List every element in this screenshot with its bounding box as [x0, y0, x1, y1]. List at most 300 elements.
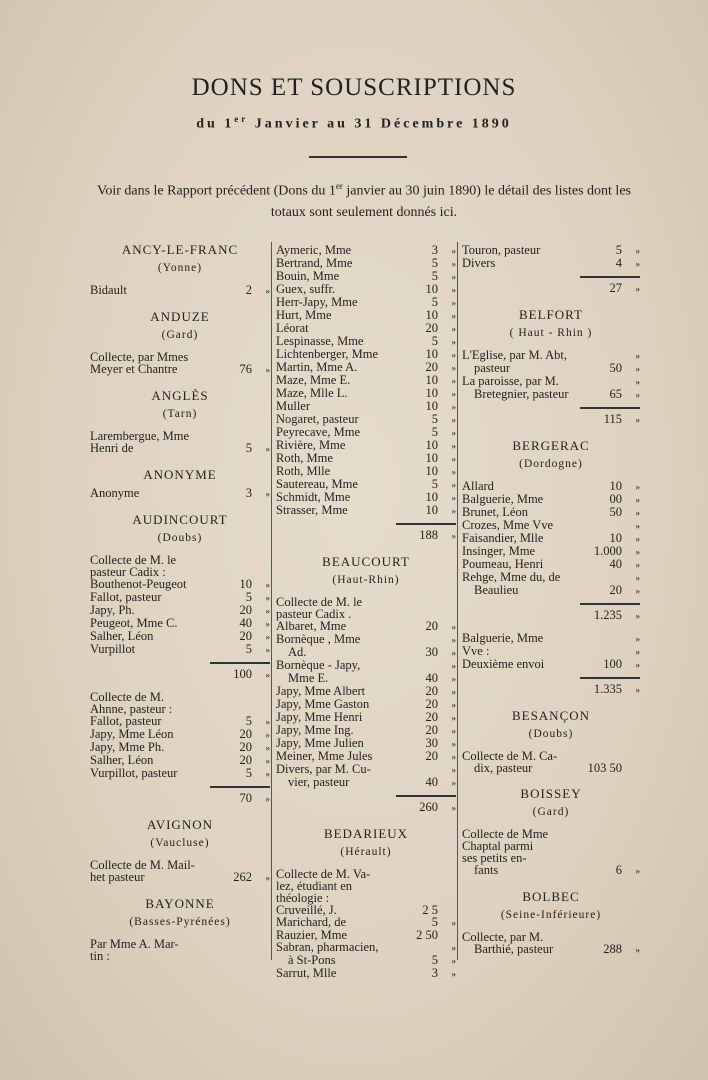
donation-amount: 10	[425, 386, 438, 400]
ditto-mark: »	[265, 873, 270, 883]
donor-name: vier, pasteur	[288, 775, 350, 789]
ditto-mark: »	[635, 364, 640, 374]
donation-amount: 6	[615, 863, 622, 877]
department-label: (Haut-Rhin)	[332, 574, 400, 586]
donation-amount: 20	[609, 583, 622, 597]
intro-text-b: janvier au 30 juin 1890) le détail des listes dont les totaux sont seulement donnés ici.	[270, 183, 631, 220]
ditto-mark: »	[451, 506, 456, 516]
donation-amount: 5	[431, 425, 438, 439]
donor-name: Fallot, pasteur	[90, 590, 162, 604]
ditto-mark: »	[635, 866, 640, 876]
page-subtitle	[0, 114, 708, 133]
donor-name: Poumeau, Henri	[462, 557, 544, 571]
donor-name: Allard	[462, 479, 494, 493]
ditto-mark: »	[635, 573, 640, 583]
ditto-mark: »	[451, 713, 456, 723]
donor-name: Vurpillot	[90, 642, 136, 656]
donor-name: Bertrand, Mme	[276, 256, 353, 270]
donation-amount: 30	[425, 645, 438, 659]
donation-amount: 10	[425, 438, 438, 452]
donation-amount: 3	[245, 486, 252, 500]
department-label: (Seine-Inférieure)	[500, 909, 602, 921]
donation-amount: 10	[425, 399, 438, 413]
total-rule	[210, 786, 270, 788]
list-item	[90, 442, 270, 455]
entry-line: tin :	[90, 949, 110, 963]
ditto-mark: »	[635, 495, 640, 505]
donation-amount: 288	[603, 942, 622, 956]
donation-amount: 20	[425, 723, 438, 737]
total-amount: 1.335	[593, 682, 622, 696]
donor-name: Roth, Mme	[276, 451, 333, 465]
donor-name: Japy, Mme Ing.	[276, 723, 354, 737]
town-heading: BERGERAC	[512, 438, 590, 453]
donation-amount: 20	[425, 697, 438, 711]
ditto-mark: »	[451, 752, 456, 762]
ditto-mark: »	[635, 634, 640, 644]
list-item	[462, 658, 640, 671]
donation-amount: 2 50	[416, 928, 438, 942]
intro-text-a: Voir dans le Rapport précédent (Dons du 1	[97, 183, 336, 199]
donor-name: Aymeric, Mme	[276, 243, 352, 257]
entry-line: Collecte de M. Mail-	[90, 858, 195, 872]
donor-name: Marichard, de	[276, 915, 347, 929]
total-row	[276, 801, 456, 814]
entry-line: théologie :	[276, 891, 330, 905]
ditto-mark: »	[451, 402, 456, 412]
donor-name: Anonyme	[90, 486, 140, 500]
donation-amount: 20	[425, 710, 438, 724]
ditto-mark: »	[265, 730, 270, 740]
entry-line: Collecte de M. Va-	[276, 867, 371, 881]
town-heading: AUDINCOURT	[132, 512, 228, 527]
donation-amount: 30	[425, 736, 438, 750]
donation-amount: 10	[425, 347, 438, 361]
town-heading: ANDUZE	[150, 309, 210, 324]
ditto-mark: »	[451, 956, 456, 966]
list-item	[462, 864, 640, 877]
list-item	[90, 487, 270, 500]
list-item	[462, 943, 640, 956]
donor-name: Muller	[276, 399, 311, 413]
donor-name: Japy, Mme Albert	[276, 684, 366, 698]
ditto-mark: »	[451, 389, 456, 399]
donation-amount: 10	[239, 577, 252, 591]
donor-name: Bretegnier, pasteur	[474, 387, 569, 401]
entry-line: Ahnne, pasteur :	[90, 702, 173, 716]
donation-amount: 00	[609, 492, 622, 506]
total-row	[90, 792, 270, 805]
donation-amount: 20	[239, 727, 252, 741]
ditto-mark: »	[635, 521, 640, 531]
ditto-mark: »	[451, 324, 456, 334]
entry-line: Collecte de Mme	[462, 827, 549, 841]
ditto-mark: »	[451, 674, 456, 684]
page-title: DONS ET SOUSCRIPTIONS	[191, 74, 517, 101]
department-label: (Doubs)	[528, 728, 574, 740]
donation-amount: 5	[245, 766, 252, 780]
ditto-mark: »	[265, 619, 270, 629]
donation-amount: 65	[609, 387, 622, 401]
ditto-mark: »	[451, 622, 456, 632]
ditto-mark: »	[635, 685, 640, 695]
total-amount: 188	[419, 528, 438, 542]
list-item	[276, 967, 456, 980]
donation-amount: 76	[239, 362, 252, 376]
donor-name: Guex, suffr.	[276, 282, 336, 296]
ditto-mark: »	[451, 428, 456, 438]
donation-amount: 103 50	[587, 761, 622, 775]
column-divider	[271, 242, 272, 960]
total-row	[90, 668, 270, 681]
donor-name: Bouthenot-Peugeot	[90, 577, 187, 591]
ditto-mark: »	[265, 286, 270, 296]
donation-amount: 10	[425, 373, 438, 387]
intro-sup: er	[335, 181, 343, 191]
entry-line: Collecte de M. le	[90, 553, 177, 567]
donation-amount: 40	[425, 671, 438, 685]
donor-name: La paroisse, par M.	[462, 374, 559, 388]
donation-amount: 20	[425, 684, 438, 698]
ditto-mark: »	[635, 611, 640, 621]
donor-name: Balguerie, Mme	[462, 492, 544, 506]
donor-name: Léorat	[276, 321, 309, 335]
donor-name: Rauzier, Mme	[276, 928, 348, 942]
donor-name: Japy, Mme Gaston	[276, 697, 370, 711]
town-heading: ANONYME	[143, 467, 217, 482]
donation-amount: 3	[431, 243, 438, 257]
town-heading: BAYONNE	[145, 896, 215, 911]
donor-name: Japy, Ph.	[90, 603, 135, 617]
list-item	[90, 767, 270, 780]
donor-name: Vurpillot, pasteur	[90, 766, 178, 780]
column-1	[90, 244, 270, 962]
town-heading: ANCY-LE-FRANC	[121, 242, 239, 257]
donor-name: Japy, Mme Henri	[276, 710, 363, 724]
department-label: (Tarn)	[162, 408, 198, 420]
donor-name: Salher, Léon	[90, 753, 154, 767]
donor-name: à St-Pons	[288, 953, 336, 967]
list-item	[462, 584, 640, 597]
donation-amount: 4	[615, 256, 622, 270]
total-rule	[396, 795, 456, 797]
donation-amount: 50	[609, 505, 622, 519]
ditto-mark: »	[265, 632, 270, 642]
donor-name: Martin, Mme A.	[276, 360, 358, 374]
donation-amount: 5	[431, 256, 438, 270]
donation-amount: 2	[245, 283, 252, 297]
department-label: (Vaucluse)	[150, 837, 210, 849]
donor-name: Meiner, Mme Jules	[276, 749, 373, 763]
list-item	[90, 284, 270, 297]
total-amount: 115	[603, 412, 622, 426]
donation-amount: 5	[431, 334, 438, 348]
ditto-mark: »	[265, 670, 270, 680]
donor-name: Bornèque , Mme	[276, 632, 361, 646]
entry-line: lez, étudiant en	[276, 879, 353, 893]
ditto-mark: »	[635, 415, 640, 425]
total-rule	[580, 603, 640, 605]
donor-name: Maze, Mlle L.	[276, 386, 348, 400]
ditto-mark: »	[265, 743, 270, 753]
donation-amount: 10	[425, 490, 438, 504]
ditto-mark: »	[635, 482, 640, 492]
ditto-mark: »	[635, 508, 640, 518]
entry-line: Chaptal parmi	[462, 839, 534, 853]
ditto-mark: »	[451, 726, 456, 736]
entry-line: pasteur Cadix .	[276, 607, 352, 621]
ditto-mark: »	[451, 765, 456, 775]
ditto-mark: »	[451, 661, 456, 671]
donor-name: Nogaret, pasteur	[276, 412, 359, 426]
ditto-mark: »	[451, 441, 456, 451]
title-rule	[309, 156, 407, 158]
ditto-mark: »	[635, 351, 640, 361]
ditto-mark: »	[265, 606, 270, 616]
donation-amount: 10	[425, 503, 438, 517]
donor-name: Roth, Mlle	[276, 464, 331, 478]
donation-amount: 262	[233, 870, 252, 884]
ditto-mark: »	[265, 717, 270, 727]
department-label: (Gard)	[532, 806, 570, 818]
ditto-mark: »	[635, 547, 640, 557]
ditto-mark: »	[451, 918, 456, 928]
donor-name: Lichtenberger, Mme	[276, 347, 379, 361]
ditto-mark: »	[451, 700, 456, 710]
entry-line: ses petits en-	[462, 851, 527, 865]
list-item	[276, 776, 456, 789]
donor-name: Divers	[462, 256, 496, 270]
donation-amount: 3	[431, 966, 438, 980]
entry-line: Larembergue, Mme	[90, 429, 190, 443]
list-item	[462, 257, 640, 270]
donation-amount: 20	[239, 740, 252, 754]
department-label: ( Haut - Rhin )	[509, 327, 593, 339]
donation-amount: 10	[609, 479, 622, 493]
town-heading: BEDARIEUX	[323, 826, 409, 841]
ditto-mark: »	[635, 284, 640, 294]
ditto-mark: »	[451, 246, 456, 256]
department-label: (Hérault)	[340, 846, 392, 858]
donor-name: Salher, Léon	[90, 629, 154, 643]
donor-name: het pasteur	[90, 870, 145, 884]
column-3	[462, 244, 640, 956]
donation-amount: 40	[609, 557, 622, 571]
donation-amount: 10	[425, 451, 438, 465]
donor-name: Maze, Mme E.	[276, 373, 351, 387]
donor-name: Deuxième envoi	[462, 657, 545, 671]
total-row	[462, 609, 640, 622]
donor-name: Sabran, pharmacien,	[276, 940, 379, 954]
donor-name: Ad.	[288, 645, 307, 659]
donor-name: Faisandier, Mlle	[462, 531, 544, 545]
donation-amount: 100	[603, 657, 622, 671]
total-row	[276, 529, 456, 542]
donor-name: Albaret, Mme	[276, 619, 347, 633]
donation-amount: 5	[615, 243, 622, 257]
town-heading: AVIGNON	[147, 817, 213, 832]
ditto-mark: »	[451, 739, 456, 749]
list-item	[90, 643, 270, 656]
column-2	[276, 244, 456, 980]
donor-name: Cruveillé, J.	[276, 903, 337, 917]
ditto-mark: »	[451, 635, 456, 645]
donation-amount: 5	[431, 412, 438, 426]
entry-line: Collecte, par Mmes	[90, 350, 189, 364]
ditto-mark: »	[451, 480, 456, 490]
total-amount: 100	[233, 667, 252, 681]
donation-amount: 20	[425, 619, 438, 633]
total-row	[462, 683, 640, 696]
ditto-mark: »	[451, 467, 456, 477]
ditto-mark: »	[635, 246, 640, 256]
total-rule	[580, 407, 640, 409]
donor-name: Rehge, Mme du, de	[462, 570, 561, 584]
donor-name: L'Eglise, par M. Abt,	[462, 348, 568, 362]
donation-amount: 20	[239, 753, 252, 767]
donor-name: Meyer et Chantre	[90, 362, 178, 376]
donor-name: Barthié, pasteur	[474, 942, 554, 956]
ditto-mark: »	[451, 259, 456, 269]
ditto-mark: »	[635, 259, 640, 269]
donor-name: Balguerie, Mme	[462, 631, 544, 645]
subtitle-text-a: du 1	[196, 116, 235, 132]
subtitle-sup: er	[234, 114, 249, 124]
ditto-mark: »	[451, 969, 456, 979]
ditto-mark: »	[265, 580, 270, 590]
ditto-mark: »	[635, 945, 640, 955]
ditto-mark: »	[451, 648, 456, 658]
donation-amount: 5	[245, 642, 252, 656]
ditto-mark: »	[265, 593, 270, 603]
department-label: (Yonne)	[157, 262, 203, 274]
ditto-mark: »	[265, 794, 270, 804]
donor-name: Japy, Mme Julien	[276, 736, 364, 750]
donor-name: Fallot, pasteur	[90, 714, 162, 728]
donor-name: Henri de	[90, 441, 134, 455]
ditto-mark: »	[451, 298, 456, 308]
town-heading: BOLBEC	[522, 889, 580, 904]
donor-name: Touron, pasteur	[462, 243, 541, 257]
donation-amount: 2 5	[422, 903, 438, 917]
donation-amount: 5	[431, 295, 438, 309]
ditto-mark: »	[451, 454, 456, 464]
entry-line: Collecte de M.	[90, 690, 164, 704]
donation-amount: 5	[431, 953, 438, 967]
list-item	[90, 871, 270, 884]
total-rule	[210, 662, 270, 664]
donation-amount: 5	[431, 269, 438, 283]
ditto-mark: »	[635, 534, 640, 544]
ditto-mark: »	[635, 560, 640, 570]
ditto-mark: »	[451, 350, 456, 360]
donation-amount: 20	[425, 321, 438, 335]
donation-amount: 40	[239, 616, 252, 630]
total-amount: 1.235	[593, 608, 622, 622]
donation-amount: 10	[425, 308, 438, 322]
donation-amount: 40	[425, 775, 438, 789]
town-heading: BOISSEY	[520, 786, 582, 801]
donor-name: Sarrut, Mlle	[276, 966, 337, 980]
entry-line: Collecte de M. le	[276, 595, 363, 609]
donor-name: pasteur	[474, 361, 511, 375]
donor-name: Beaulieu	[474, 583, 519, 597]
donation-amount: 5	[431, 477, 438, 491]
ditto-mark: »	[635, 377, 640, 387]
donor-name: Divers, par M. Cu-	[276, 762, 371, 776]
column-divider	[457, 242, 458, 960]
donor-name: Peugeot, Mme C.	[90, 616, 178, 630]
ditto-mark: »	[635, 647, 640, 657]
donor-name: fants	[474, 863, 499, 877]
donor-name: Brunet, Léon	[462, 505, 528, 519]
donation-amount: 50	[609, 361, 622, 375]
ditto-mark: »	[451, 376, 456, 386]
donation-amount: 5	[245, 714, 252, 728]
department-label: (Doubs)	[157, 532, 203, 544]
total-rule	[580, 276, 640, 278]
list-item	[276, 504, 456, 517]
donation-amount: 10	[425, 464, 438, 478]
donor-name: Strasser, Mme	[276, 503, 348, 517]
donor-name: Rivière, Mme	[276, 438, 346, 452]
entry-line: Collecte, par M.	[462, 930, 544, 944]
town-heading: BELFORT	[518, 307, 583, 322]
ditto-mark: »	[265, 489, 270, 499]
donation-amount: 5	[245, 441, 252, 455]
donation-amount: 5	[431, 915, 438, 929]
donor-name: Peyrecave, Mme	[276, 425, 360, 439]
donor-name: Bornèque - Japy,	[276, 658, 361, 672]
entry-line: pasteur Cadix :	[90, 565, 166, 579]
department-label: (Dordogne)	[519, 458, 583, 470]
total-amount: 70	[239, 791, 252, 805]
ditto-mark: »	[451, 531, 456, 541]
ditto-mark: »	[265, 756, 270, 766]
total-rule	[396, 523, 456, 525]
ditto-mark: »	[451, 285, 456, 295]
donor-name: Schmidt, Mme	[276, 490, 351, 504]
donor-name: Sautereau, Mme	[276, 477, 358, 491]
ditto-mark: »	[265, 365, 270, 375]
donation-amount: 10	[609, 531, 622, 545]
town-heading: BESANÇON	[511, 708, 591, 723]
ditto-mark: »	[451, 803, 456, 813]
entry-line: Collecte de M. Ca-	[462, 749, 558, 763]
donation-amount: 10	[425, 282, 438, 296]
donation-amount: 20	[425, 360, 438, 374]
total-amount: 260	[419, 800, 438, 814]
list-item	[462, 762, 640, 774]
ditto-mark: »	[451, 493, 456, 503]
donor-name: dix, pasteur	[474, 761, 533, 775]
donation-amount: 20	[239, 603, 252, 617]
ditto-mark: »	[451, 337, 456, 347]
ditto-mark: »	[265, 645, 270, 655]
donor-name: Lespinasse, Mme	[276, 334, 364, 348]
list-item	[90, 363, 270, 376]
donor-name: Hurt, Mme	[276, 308, 332, 322]
subtitle-text-b: Janvier au 31 Décembre 1890	[248, 116, 512, 132]
entry-line: Par Mme A. Mar-	[90, 937, 179, 951]
donor-name: Mme E.	[288, 671, 329, 685]
donation-amount: 20	[239, 629, 252, 643]
ditto-mark: »	[451, 778, 456, 788]
donation-amount: 20	[425, 749, 438, 763]
ditto-mark: »	[265, 444, 270, 454]
ditto-mark: »	[451, 687, 456, 697]
donor-name: Crozes, Mme Vve	[462, 518, 554, 532]
